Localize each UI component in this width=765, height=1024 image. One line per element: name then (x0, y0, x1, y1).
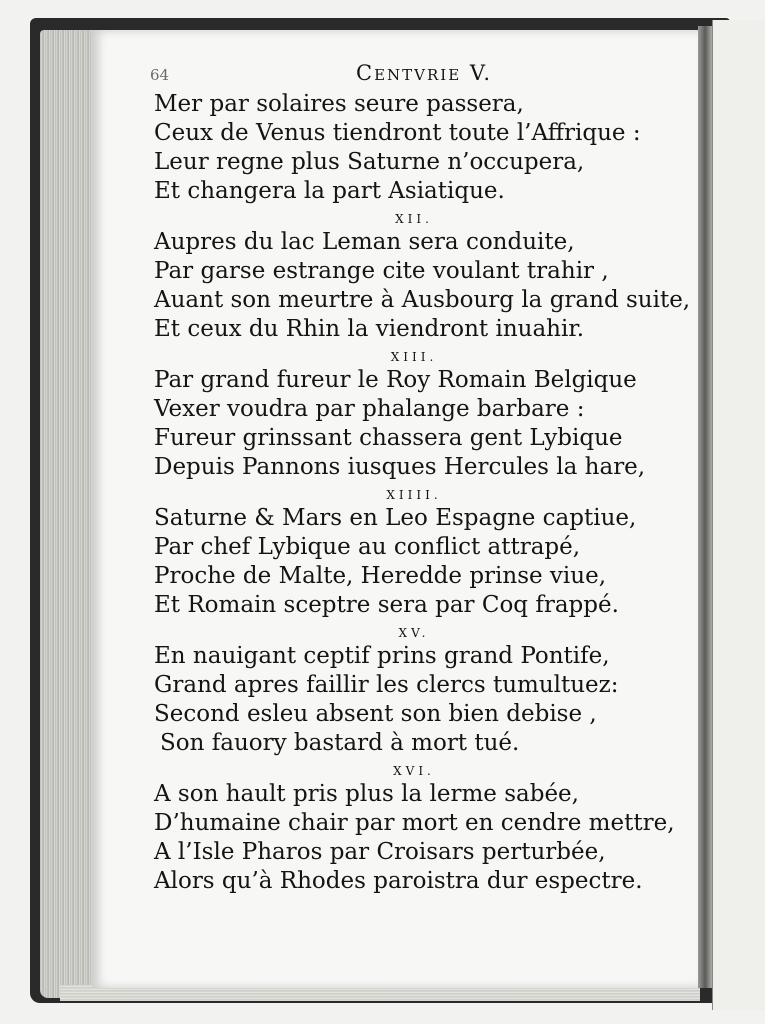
verse-line: Vexer voudra par phalange barbare : (154, 396, 585, 422)
verse-line: En nauigant ceptif prins grand Pontife, (154, 643, 610, 669)
verse-line: Grand apres faillir les clercs tumultuez: (154, 672, 619, 698)
verse-line: D’humaine chair par mort en cendre mettre, (154, 810, 675, 836)
verse-line: Et Romain sceptre sera par Coq frappé. (154, 592, 619, 618)
verse-line: Proche de Malte, Heredde prinse viue, (154, 563, 607, 589)
running-header: Centvrie V. (356, 61, 492, 85)
right-page (712, 20, 765, 1010)
verse-line: Par garse estrange cite voulant trahir , (154, 258, 609, 284)
verse-line: A son hault pris plus la lerme sabée, (154, 781, 579, 807)
verse-line: Ceux de Venus tiendront toute l’Affrique : (154, 120, 641, 146)
stanza-number: XV. (398, 626, 430, 640)
stanza (154, 758, 675, 896)
verse-line: Par grand fureur le Roy Romain Belgique (154, 367, 637, 393)
verse-line: Et changera la part Asiatique. (154, 178, 505, 204)
page-number: 64 (150, 66, 170, 84)
verse-line: Par chef Lybique au conflict attrapé, (154, 534, 581, 560)
verse-line: Aupres du lac Leman sera conduite, (154, 229, 575, 255)
verse-line: Mer par solaires seure passera, (154, 91, 524, 117)
page-text (154, 58, 691, 896)
verse-line: Auant son meurtre à Ausbourg la grand suite, (154, 287, 691, 313)
verse-line: Et ceux du Rhin la viendront inuahir. (154, 316, 585, 342)
verse-line: Leur regne plus Saturne n’occupera, (154, 149, 585, 175)
verse-line: Saturne & Mars en Leo Espagne captiue, (154, 505, 637, 531)
verse-line: Alors qu’à Rhodes paroistra dur espectre. (154, 868, 643, 894)
stanza (154, 206, 691, 344)
page-edges (40, 30, 100, 998)
verse-line: A l’Isle Pharos par Croisars perturbée, (154, 839, 606, 865)
stanza (154, 344, 646, 482)
stanza-number: XII. (395, 212, 433, 226)
stanza-number: XVI. (393, 764, 435, 778)
verse-line: Depuis Pannons iusques Hercules la hare, (154, 454, 646, 480)
verse-line: Son fauory bastard à mort tué. (160, 730, 520, 756)
stanza-number: XIIII. (386, 488, 442, 502)
verse-line: Fureur grinssant chassera gent Lybique (154, 425, 623, 451)
stanza (154, 620, 634, 758)
stanza (154, 90, 641, 206)
stanza-number: XIII. (390, 350, 438, 364)
verse-line: Second esleu absent son bien debise , (154, 701, 597, 727)
stanza (154, 482, 637, 620)
